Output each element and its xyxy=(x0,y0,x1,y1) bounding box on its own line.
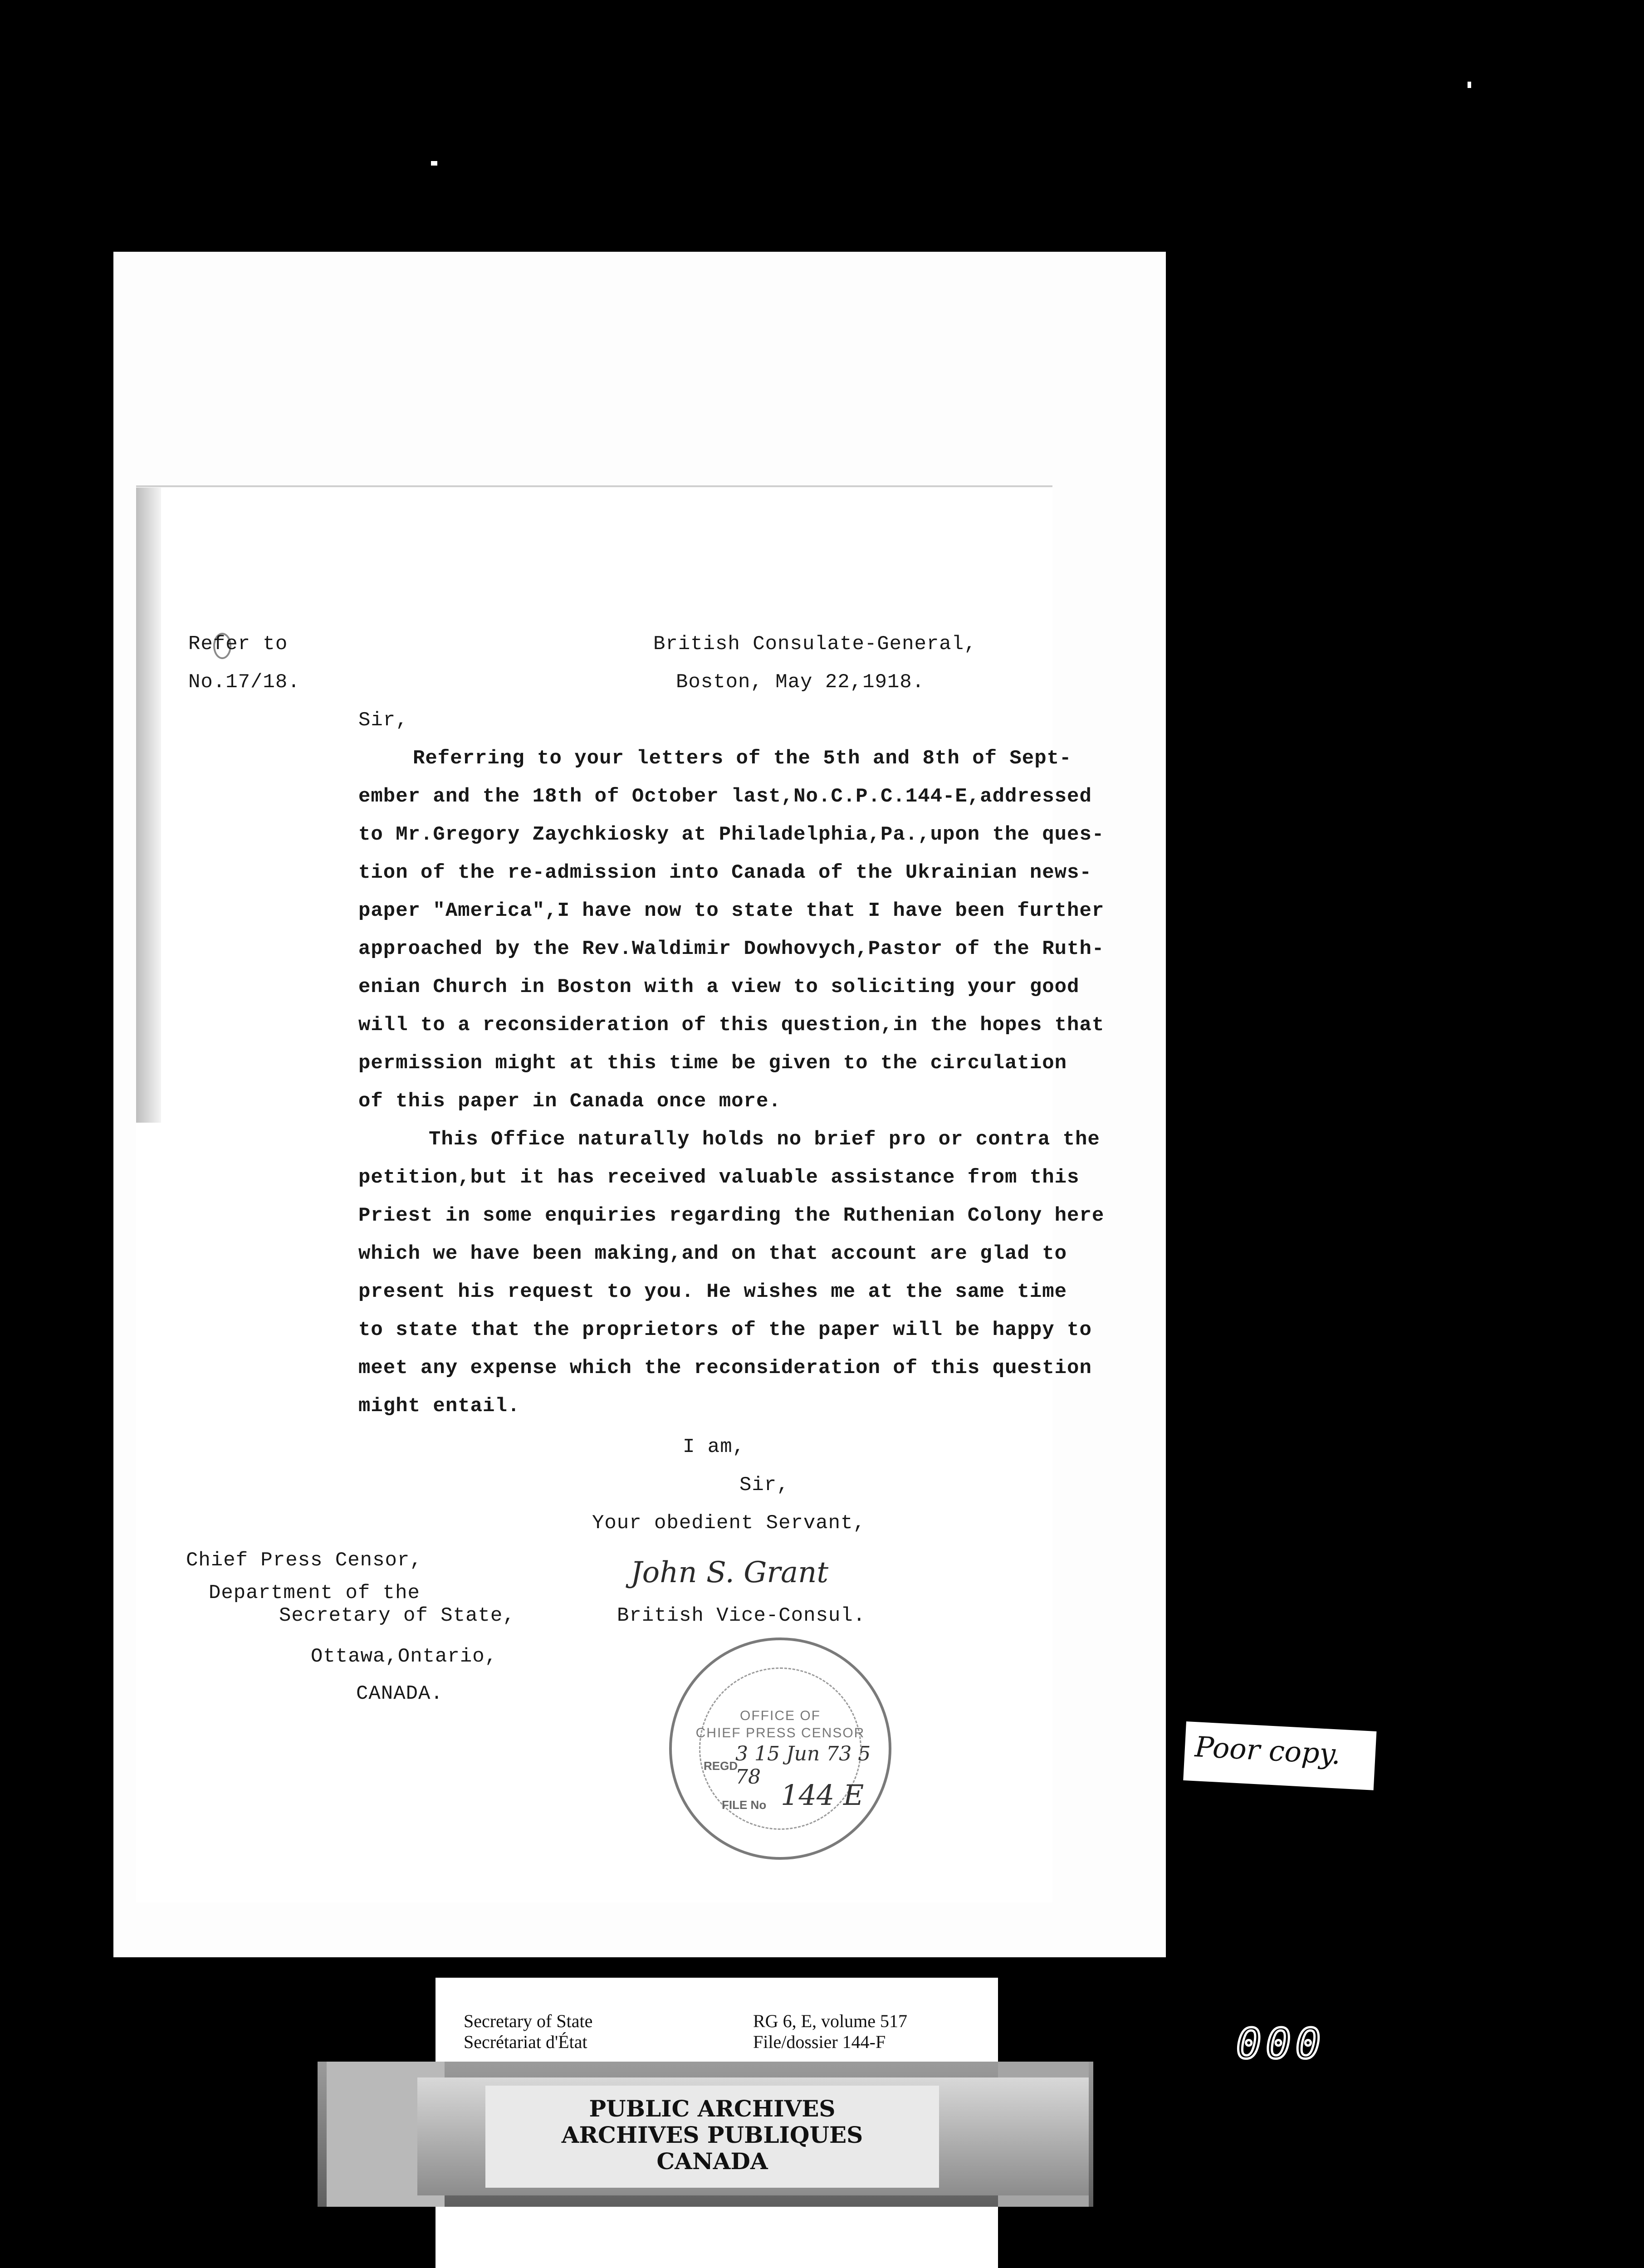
paragraph-1-line: enian Church in Boston with a view to soliciting your good xyxy=(358,976,1080,998)
frame-counter-digits: 000 xyxy=(1236,2019,1326,2068)
letter-body xyxy=(358,739,1104,1425)
letter-fold-shadow xyxy=(136,488,161,1123)
archives-line-english: PUBLIC ARCHIVES xyxy=(589,2095,836,2122)
paragraph-2-line: petition,but it has received valuable assistance from this xyxy=(358,1166,1080,1189)
salutation: Sir, xyxy=(358,709,408,732)
closing-servant: Your obedient Servant, xyxy=(592,1512,866,1535)
censor-stamp xyxy=(669,1637,891,1860)
paragraph-2-line: which we have been making,and on that account are glad to xyxy=(358,1242,1067,1265)
poor-copy-text: Poor copy. xyxy=(1194,1730,1342,1771)
paragraph-1-line: tion of the re-admission into Canada of the Ukrainian news- xyxy=(358,861,1092,884)
paragraph-1-line: ember and the 18th of October last,No.C.P.C.144-E,addressed xyxy=(358,785,1092,808)
frame-counter xyxy=(1232,2019,1381,2066)
paragraph-1-line: Referring to your letters of the 5th and 8th of Sept- xyxy=(413,747,1072,770)
paragraph-2-line: might entail. xyxy=(358,1395,520,1418)
reference-number: No.17/18. xyxy=(188,671,300,694)
paragraph-1-line: will to a reconsideration of this question,in the hopes that xyxy=(358,1014,1105,1036)
stamp-file-value: 144 E xyxy=(781,1779,864,1812)
reference-line: Refer to xyxy=(188,633,288,655)
file-dossier: File/dossier 144-F xyxy=(753,2032,886,2052)
dust-speck xyxy=(431,161,437,166)
sender-place-date: Boston, May 22,1918. xyxy=(676,671,925,694)
sender-office: British Consulate-General, xyxy=(653,633,977,655)
department-french: Secrétariat d'État xyxy=(464,2032,587,2052)
stamp-regd-value: 3 15 Jun 73 5 78 xyxy=(735,1742,871,1789)
paragraph-2-line: This Office naturally holds no brief pro or contra the xyxy=(429,1128,1100,1151)
signer-title: British Vice-Consul. xyxy=(617,1604,866,1627)
paragraph-1-line: approached by the Rev.Waldimir Dowhovych,Pastor of the Ruth- xyxy=(358,938,1105,960)
department-english: Secretary of State xyxy=(464,2011,593,2031)
closing-i-am: I am, xyxy=(683,1436,745,1458)
paragraph-2-line: to state that the proprietors of the paper will be happy to xyxy=(358,1319,1092,1341)
paragraph-2-line: present his request to you. He wishes me at the same time xyxy=(358,1281,1067,1303)
paragraph-1-line: permission might at this time be given to the circulation xyxy=(358,1052,1067,1075)
reference-block xyxy=(188,625,300,701)
public-archives-label xyxy=(485,2086,939,2188)
paragraph-1-line: paper "America",I have now to state that I have been further xyxy=(358,899,1105,922)
paragraph-1-line: to Mr.Gregory Zaychkiosky at Philadelphia,Pa.,upon the ques- xyxy=(358,823,1105,846)
archives-line-country: CANADA xyxy=(656,2148,768,2175)
stamp-regd-label: REGD xyxy=(704,1759,738,1773)
poor-copy-note xyxy=(1183,1721,1376,1790)
paragraph-2-line: Priest in some enquiries regarding the Ruthenian Colony here xyxy=(358,1204,1105,1227)
dust-speck xyxy=(1468,82,1471,88)
recipient-secretary: Secretary of State, xyxy=(279,1604,515,1627)
closing-sir: Sir, xyxy=(739,1474,789,1496)
paragraph-1-line: of this paper in Canada once more. xyxy=(358,1090,781,1113)
recipient-city: Ottawa,Ontario, xyxy=(311,1645,498,1668)
recipient-department: Department of the xyxy=(209,1582,420,1604)
recipient-country: CANADA. xyxy=(356,1682,443,1705)
stamp-office: OFFICE OF xyxy=(740,1708,821,1723)
archives-line-french: ARCHIVES PUBLIQUES xyxy=(561,2121,863,2148)
sender-block xyxy=(653,625,977,701)
record-group: RG 6, E, volume 517 xyxy=(753,2011,907,2031)
stamp-office-name: CHIEF PRESS CENSOR xyxy=(695,1725,865,1740)
signature: John S. Grant xyxy=(631,1556,829,1589)
recipient-name: Chief Press Censor, xyxy=(186,1549,422,1572)
paragraph-2-line: meet any expense which the reconsideration of this question xyxy=(358,1357,1092,1379)
stamp-file-label: FILE No xyxy=(722,1798,767,1812)
